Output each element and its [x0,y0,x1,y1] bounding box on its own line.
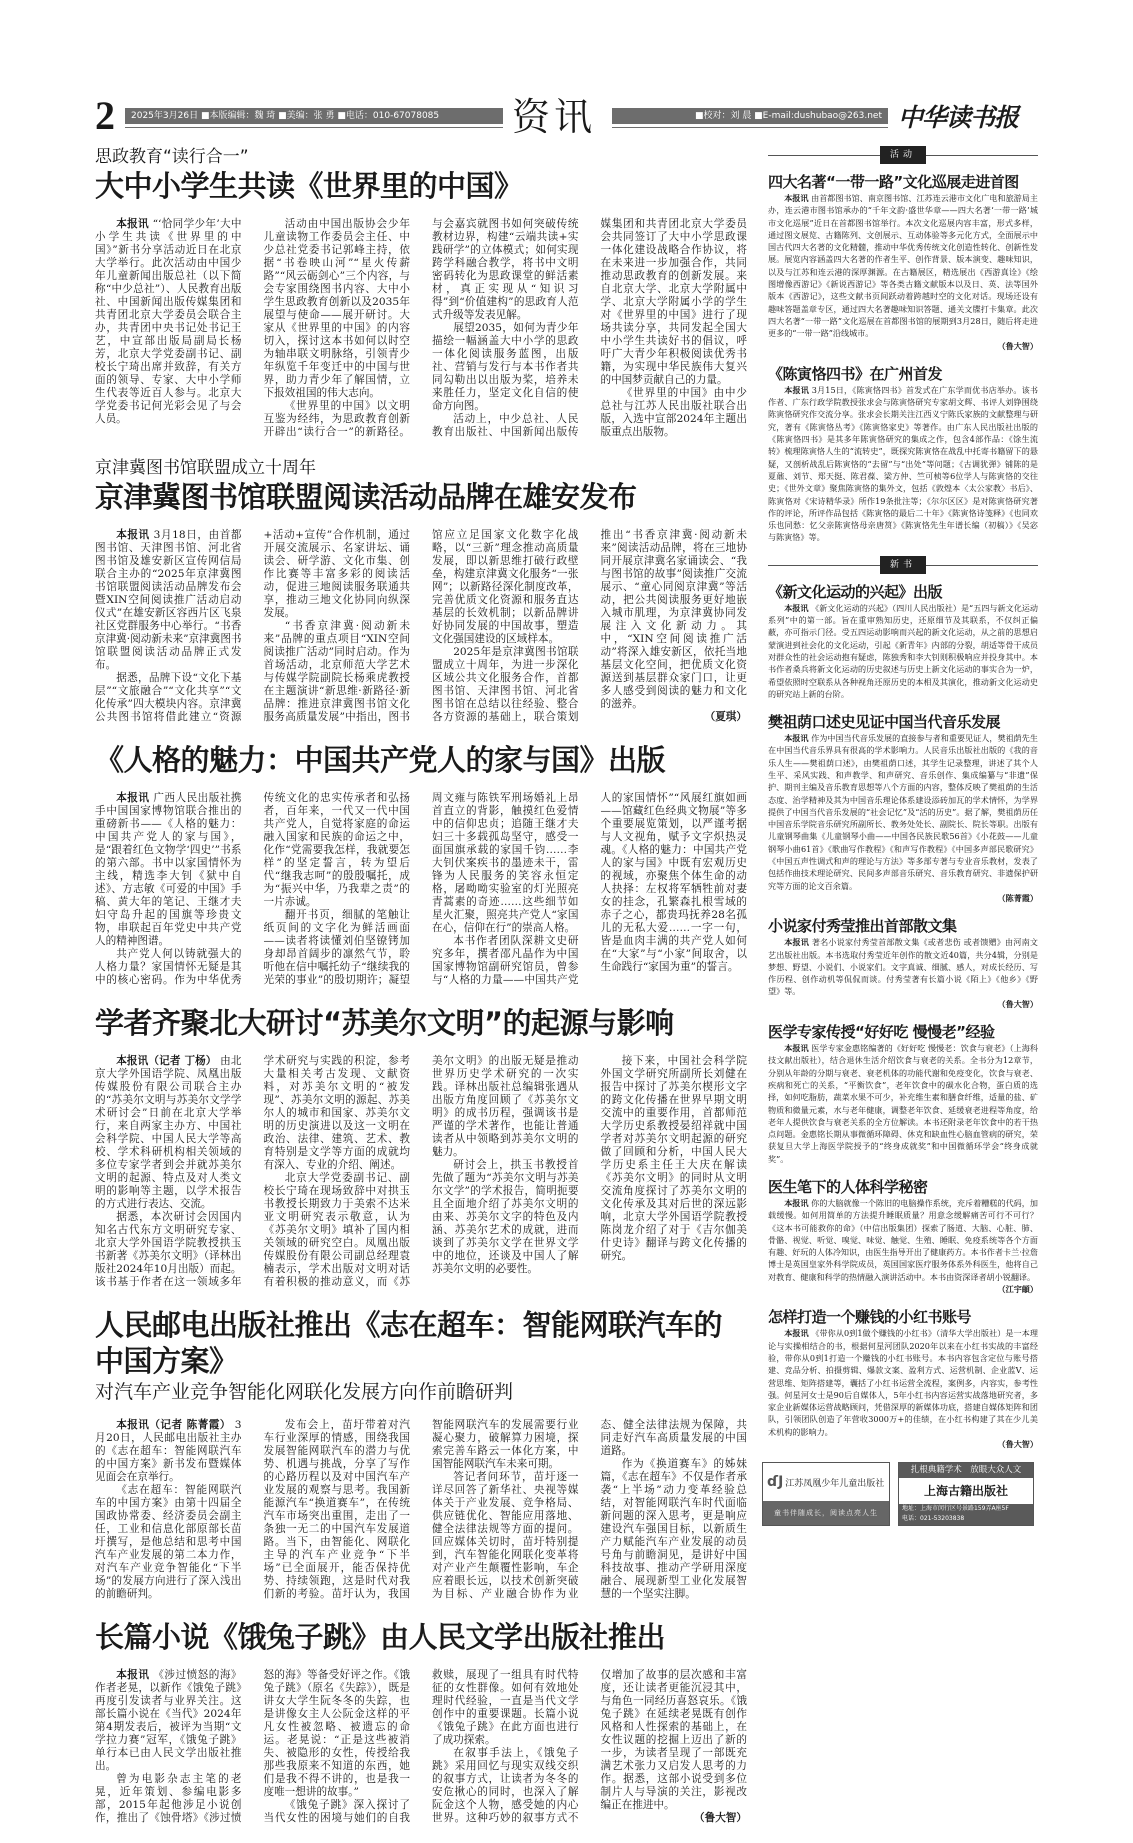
side-article-title: 樊祖荫口述史见证中国当代音乐发展 [768,713,1001,732]
side-article [768,172,1038,352]
side-article-body [768,936,1038,1010]
ad-phone: 电话：021-53203838 [902,1515,965,1523]
header-info-right: ■校对：刘 晨 ■E-mail:dushubao@263.net [612,108,888,124]
banner-label: 新书 [880,556,926,574]
paragraph-text: 由首都图书馆、南京图书馆、江苏连云港市文化广电和旅游局主办，连云港市图书馆承办的“千年文韵·盛世华章——四大名著‘一带一路’城市文化巡展”近日在首都图书馆举行。本次文化巡展内容丰富，形式多样，通过图文展览、古籍陈列、文创展示、互动体验等多元化方式，全面展示中国古代四大名著的文化精髓，推动中华优秀传统文化创造性转化、创新性发展。展览内容涵盖四大名著的作者生平、创作背景、版本演变、趣味知识，以及与江苏和连云港的深厚渊源。在古籍展区，精选展出《西游真诠》《绘图增像西游记》《新说西游记》等各类古籍文献版本以及日、英、法等国外版本《西游记》，这些文献书页间跃动着跨越时空的文化对话。现场还设有趣味答题盖章专区，通过四大名著趣味知识答题、通关文牒打卡集章。此次四大名著“一带一路”文化巡展在首都图书馆的展期到3月28日，随后将走进更多的“一带一路”沿线城市。 [768,193,1038,339]
section-title: 资讯 [512,95,597,139]
side-article-title: 怎样打造一个赚钱的小红书账号 [768,1308,972,1327]
article-title: 人民邮电出版社推出《志在超车：智能网联汽车的中国方案》 [95,1308,723,1378]
paragraph [95,1669,242,1773]
side-article [768,1307,1038,1450]
article [95,146,747,439]
ad-slogan: 扎根典籍学术 放眼大众人文 [910,1465,1022,1476]
article-body [95,1669,747,1825]
paragraph-text: 研讨会上，拱玉书教授首先做了题为“苏美尔文明与苏美尔文学”的学术报告，简明扼要且全面地介绍了苏美尔文明的由来、苏美尔文字的特色及内涵、苏美尔艺术的成就，进而谈到了苏美尔文学在世界文学中的地位，还谈及中国人了解苏美尔文明的必要性。 [432,1159,579,1275]
paragraph-text: 《世界里的中国》以文明互鉴为经纬，为思政教育创新开辟出“读行合一”的新路径。与会嘉宾就图书如何突破传统教材边界，构建“云端共读+实践研学”的立体模式；如何实现跨学科融合教学，将书中文明密码转化为思政课堂的鲜活素材，真正实现从“知识习得”到“价值建构”的思政育人范式升级等发表见解。 [263,218,579,438]
byline: （鲁大智） [997,1439,1038,1450]
dateline: 本报讯 [784,1043,809,1054]
paragraph-text: 3月20日，人民邮电出版社主办的《志在超车：智能网联汽车的中国方案》新书发布暨媒体见面会在京举行。 [95,1419,242,1483]
paragraph-text: 展望2035，如何为青少年描绘一幅涵盖大中小学的思政一体化阅读服务蓝图，出版社、营销与发行与本书作者共同勾勒出以出版为桨，培养未来胜任力，坚定文化自信的使命方向图。 [432,322,579,412]
paragraph [768,732,1038,892]
dateline: 本报讯 [116,1669,150,1681]
dateline: 本报讯 [784,937,810,948]
side-article-title: 小说家付秀莹推出首部散文集 [768,917,957,936]
article-kicker: 京津冀图书馆联盟成立十周年 [95,458,316,478]
side-article [768,916,1038,1010]
byline: （江宇頔） [997,1284,1038,1295]
article-body [95,529,747,724]
paragraph [95,1484,242,1601]
paragraph [768,1327,1038,1438]
paragraph-text: 《世界里的中国》由中少总社与江苏人民出版社联合出版，入选中宣部2024年主题出版重点出版物。 [600,387,747,438]
article-title: 大中小学生共读《世界里的中国》 [95,169,523,203]
paragraph-text: “‘恰同学少年’大中小学生共读《世界里的中国》”新书分享活动近日在北京大学举行。此次活动由中国少年儿童新闻出版总社（以下简称“中少总社”）、人民教育出版社、中国新闻出版传媒集团和共青团北京大学委员会联合主办，共青团中央书记处书记王艺，中宣部出版局副局长杨芳，北京大学党委副书记、副校长宁琦出席并致辞，有关方面的领导、专家、大中小学师生代表等近百人参与。北京大学党委书记何光彩会见了与会人员。 [95,218,242,425]
ad-publisher: 江苏凤凰少年儿童出版社 [785,1479,885,1490]
side-article-body [768,602,1038,700]
side-article-title: 医生笔下的人体科学秘密 [768,1178,928,1196]
paragraph-text: 《带你从0到1做个赚钱的小红书》（清华大学出版社）是一本理论与实操相结合的书，根据何星河团队2020年以来在小红书实战的丰富经验，带你从0到1打造一个赚钱的小红书账号。本书内容包含定位与账号搭建、竞品分析、拍摄剪辑、爆款文案、盈利方式、运营机制、企业蓝V、运营思维、矩阵搭建等，囊括了小红书运营全流程，案例多，内容实，参考性强。何星河女士是90后自媒体人，5年小红书内容运营实战落地研究者，多家企业新媒体运营战略顾问，凭借深厚的新媒体功底，搭建自媒体矩阵和团队，引领团队创造了年营收3000万+的佳绩，在小红书构建了其在少儿美术机构的影响力。 [768,1328,1038,1437]
paragraph [601,1055,748,1263]
banner-activity [768,146,1038,164]
paragraph-text: 本书作者团队深耕文史研究多年，撰者邵凡晶作为中国国家博物馆副研究馆员，曾参与“人格的力量——中国共产党人的家国情怀”“风展红旗如画——馆藏红色经典文物展”等多个重要展览策划，以严谨考据与人文视角，赋予文字炽热灵魂。《人格的魅力：中国共产党人的家与国》中既有宏观历史的视域，亦聚焦个体生命的动人抉择：左权将军牺牲前对妻女的挂念，孔繁森扎根雪域的赤子之心，都贵玛抚养28名孤儿的无私大爱……一字一句，皆是血肉丰满的共产党人如何在“大家”与“小家”间取舍，以生命践行“家国为重”的誓言。 [432,792,747,986]
article-body [95,218,747,439]
main-articles [95,146,747,1843]
ad-publisher: 上海古籍出版社 [899,1478,1033,1504]
side-article-body [768,1327,1038,1450]
paragraph [601,1458,748,1601]
paragraph-text: 著名小说家付秀莹首部散文集《或者悲伤 或者馈赠》由河南文艺出版社出版。本书选取付秀莹近年创作的散文近40篇，共分4辑，分别是梦想、野望、小说们、小说家们。文字真诚、细腻、感人，对成长经历、写作历程、创作动机等侃侃而谈。付秀莹著有长篇小说《陌上》《他乡》《野望》等。 [768,937,1038,997]
dateline: 本报讯 [116,792,150,804]
paragraph-text: 答记者问环节，苗圩逐一详尽回答了新华社、央视等媒体关于产业发展、竞争格局、供应链优化、智能应用落地、健全法律法规等方面的提问。回应媒体关切时，苗圩特别提到，汽车智能化网联化变革将对产业产生颠覆性影响，车企应着眼长远，以技术创新突破为目标、产业融合协作为业态、健全法律法规为保障，共同走好汽车高质量发展的中国道路。 [432,1419,747,1600]
paragraph-text: 广西人民出版社携手中国国家博物馆联合推出的重磅新书——《人格的魅力：中国共产党人的家与国》，是“跟着红色文物学‘四史’”书系的第六部。书中以家国情怀为主线，精选李大钊《狱中自述》、方志敏《可爱的中国》手稿、黄大年的笔记、王继才夫妇守岛升起的国旗等珍贵文物，串联起百年党史中共产党人的精神图谱。 [95,792,242,947]
article [95,742,747,987]
paragraph [95,529,242,672]
side-article [768,582,1038,700]
paragraph-text: 医学专家金惠铭编著的《好好吃 慢慢老：饮食与衰老》（上海科技文献出版社），结合退休生活介绍饮食与衰老的关系。全书分为12章节，分别从年龄的分期与衰老、衰老机体的功能代谢和免疫变化，饮食与衰老、疾病和死亡的关系，“平衡饮食”，老年饮食中的碳水化合物，蛋白质的选择，如何吃脂肪，蔬菜水果不可少，补充维生素和膳食纤维，适量的盐、矿物质和微量元素，水与老年健康，调整老年饮食、延缓衰老进程等角度，给老年人提供饮食与衰老关系的全方位解读。本书还附录老年饮食中的若干热点问题。金惠铭长期从事微循环障碍、休克和缺血性心脑血管病的研究，荣获复旦大学上海医学院授予的“终身成就奖”和中国微循环学会“终身成就奖”。 [768,1043,1038,1164]
paragraph-text: 活动上，中少总社、人民教育出版社、中国新闻出版传媒集团和共青团北京大学委员会共同签订了大中小学思政课一体化建设战略合作协议，将在未来进一步加强合作，共同推动思政教育的创新发展。来自北京大学、北京大学附属中学、北京大学附属小学的学生对《世界里的中国》进行了现场共读分享，共同发起全国大中小学生共读好书的倡议，呼吁广大青少年积极阅读优秀书籍，为实现中华民族伟大复兴的中国梦贡献自己的力量。 [432,218,747,438]
dateline: 本报讯 [784,384,809,395]
newspaper-logo: 中华读书报 [898,103,1019,132]
side-article-title: 四大名著“一带一路”文化巡展走进首图 [768,173,1019,191]
paragraph-text: 接下来，中国社会科学院外国文学研究所副所长刘健在报告中探讨了苏美尔楔形文字的跨文化传播在世界早期文明交流中的重要作用，首都师范大学历史系教授晏绍祥就中国学者对苏美尔文明起源的研究做了回顾和分析，中国人民大学历史系主任王大庆在解读《苏美尔文明》的同时从文明交流角度探讨了苏美尔文明的文化传承及其对后世的深远影响，北京大学外国语学院教授陈岗龙介绍了对于《吉尔伽美什史诗》翻译与跨文化传播的研究。 [600,1055,747,1262]
divider [125,127,503,128]
side-article-title: 《新文化运动的兴起》出版 [768,582,943,601]
paragraph-text: 据悉，本次研讨会因国内知名古代东方文明研究专家、北京大学外国语学院教授拱玉书新著《苏美尔文明》（译林出版社2024年10月出版）而起。该书基于作者在这一领域多年学术研究与实践的积淀，参考大量相关考古发现、文献资料，对苏美尔文明的“被发现”、苏美尔文明的源起、苏美尔人的城市和国家、苏美尔文明的历史演进以及这一文明在政治、法律、建筑、艺术、教育特别是文学等方面的成就均有深入、专业的介绍、阐述。 [95,1055,410,1288]
side-article [768,1022,1038,1165]
paragraph-text: 北京大学党委副书记、副校长宁琦在现场致辞中对拱玉书教授长期致力于美索不达米亚文明研究表示敬意，认为《苏美尔文明》填补了国内相关领域的研究空白。凤凰出版传媒股份有限公司副总经理袁楠表示，学术出版对文明对话有着积极的推动意义，而《苏美尔文明》的出版无疑是推动世界历史学术研究的一次实践。译林出版社总编辑张遇从出版方角度回顾了《苏美尔文明》的成书历程，强调该书是严谨的学术著作，也能让普通读者从中领略到苏美尔文明的魅力。 [263,1055,579,1288]
article-body [95,792,747,987]
paragraph [264,218,411,400]
paragraph-text: 2025年是京津冀图书馆联盟成立十周年，为进一步深化区域公共文化服务合作，首都图书馆、天津图书馆、河北省图书馆在总结以往经验、整合各方资源的基础上，联合策划推出“书香京津冀·阅动新未来”阅读活动品牌，将在三地协同开展京津冀名家诵读会、“我与图书馆的故事”阅读推广交流展示、“童心同阅京津冀”等活动，把公共阅读服务更好地嵌入城市肌理，为京津冀协同发展注入文化新动力。其中，“XIN空间阅读推广活动”将深入雄安新区，依托当地基层文化空间，把优质文化资源送到基层群众家门口，让更多人感受到阅读的魅力和文化的滋养。 [432,529,747,723]
byline: （陈菁霞） [997,892,1038,903]
banner-new-books [768,556,1038,574]
side-article-title: 医学专家传授“好好吃 慢慢老”经验 [768,1023,995,1042]
dateline: 本报讯（记者 陈菁霞） [116,1419,231,1431]
paragraph-text: 活动由中国出版协会少年儿童读物工作委员会主任、中少总社党委书记郭峰主持，依据“书卷映山河”“星火传薪路”“风云砺剑心”三个内容，与会专家围绕图书内容、大中小学生思政教育创新以及2035年展望与使命——展开研讨。大家从《世界里的中国》的内容切入，探讨这本书如何以时空为轴串联文明脉络，引领青少年纵览千年变迁中的中国与世界，助力青少年了解国情，立下报效祖国的伟大志向。 [263,218,410,399]
paragraph [768,1042,1038,1165]
article-title: 京津冀图书馆联盟阅读活动品牌在雄安发布 [95,480,637,514]
paragraph-text: 《涉过愤怒的海》作者老晃，以新作《饿兔子跳》再度引发读者与业界关注。这部长篇小说在《当代》2024年第4期发表后，被评为当期“文学拉力赛”冠军，《饿兔子跳》单行本已由人民文学出版社推出。 [95,1669,242,1772]
byline: （鲁大智） [694,1812,747,1824]
dateline: 本报讯 [784,1328,809,1339]
article [95,1619,747,1825]
side-article-body [768,192,1038,352]
side-article-body [768,732,1038,904]
ad-address: 地址：上海市闵行区号景路159弄A座5F [902,1505,1009,1513]
side-article-body [768,384,1038,544]
side-article-body [768,1197,1038,1295]
paragraph [768,602,1038,700]
header-info-left: 2025年3月26日 ■本版编辑：魏 琦 ■美编：张 勇 ■电话：010-67078085 [125,108,503,124]
article [95,1005,747,1289]
paragraph [95,1055,242,1211]
dateline: 本报讯 [116,529,150,541]
byline: （鲁大智） [997,998,1038,1009]
paragraph-text: 《新文化运动的兴起》（四川人民出版社）是“五四与新文化运动系列”中的第一部。旨在重审熟知历史，还原细节及其联系，不仅纠正偏蔽，亦可指示门径。受五四运动影响而兴起的新文化运动，从之前的思想启蒙演进到社会化的文化运动，引起《新青年》内部的分裂，胡适等骨干成员对群众性的社会运动抱有疑虑，陈独秀和李大钊则积极响应并投身其中。本书作者桑兵将新文化运动的历史叙述与历史上新文化运动的事实合为一炉，希望依照时空联系从各种视角还原历史的本相及其演化，推动新文化运动史的研究站上新的台阶。 [768,602,1039,699]
byline: （鲁大智） [997,340,1038,351]
dateline: 本报讯 [784,193,809,203]
paragraph [95,792,242,948]
paragraph-text: 在叙事手法上，《饿兔子跳》采用回忆与现实双线交织的叙事方式，让读者为冬冬的安危揪心的同时，也深入了解阮金这个人物，感受她的内心世界。这种巧妙的叙事方式不仅增加了故事的层次感和丰富度，还让读者更能沉浸其中，与角色一同经历喜怒哀乐。《饿兔子跳》在延续老晃既有创作风格和人性探索的基础上，在女性议题的挖掘上迈出了新的一步，为读者呈现了一部既充满艺术张力又启发人思考的力作。据悉，这部小说受到多位制片人与导演的关注，影视改编正在推进中。 [432,1669,747,1824]
dateline: 本报讯 [116,218,149,230]
article-body [95,1419,747,1601]
ad-jiangsu-phoenix-children [762,1462,890,1526]
paragraph-text: 共产党人何以铸就强大的人格力量？家国情怀无疑是其中的核心密码。作为中华优秀传统文化的忠实传承者和弘扬者，百年来，一代又一代中国共产党人，自觉将家庭的命运融入国家和民族的命运之中，化作“党需要我怎样，我就要怎样”的坚定誓言，转为望后代“继我志呵”的殷殷嘱托，成为“振兴中华，乃我辈之责”的一片赤诚。 [95,792,410,986]
paragraph-text: 翻开书页，细腻的笔触让纸页间的文字化为鲜活画面——读者将读懂刘伯坚镣铐加身却昂首阔步的凛然气节，聆听他在信中嘱托幼子“继续我的光荣的事业”的殷切期许；凝望周文雍与陈铁军刑场婚礼上昂首直立的背影，触摸红色爱情中的信仰忠贞；追随王继才夫妇三十多载孤岛坚守，感受一面国旗承载的家国千钧……李大钊伏案疾书的墨迹未干，雷锋为人民服务的笑容永恒定格，屠呦呦实验室的灯光照亮青蒿素的奇迹……这些细节如星火汇聚，照亮共产党人“家国在心，信仰在行”的崇高人格。 [263,792,579,986]
paragraph-text: 由北京大学外国语学院、凤凰出版传媒股份有限公司联合主办的“苏美尔文明与苏美尔文学学术研讨会”日前在北京大学举行，来自两家主办方、中国社会科学院、中国人民大学等高校、学术科研机构相关领域的多位专家学者到会并就苏美尔文明的起源、特点及对人类文明的影响等主题，以学术报告的方式进行表达、交流。 [95,1055,242,1210]
ad-shanghai-classics [898,1462,1034,1526]
paragraph-text: 作为《换道赛车》的姊妹篇，《志在超车》不仅是作者承袭“上半场”动力变革经验总结，对智能网联汽车时代面临新问题的深入思考，更是响应建设汽车强国目标，以新质生产力赋能汽车产业发展的动员号角与前瞻洞见，是讲好中国科技故事、推动产学研用深度融合、展现新型工业化发展智慧的一个坚实注脚。 [600,1458,747,1600]
paragraph-text: 曾为电影杂志主笔的老晃，近年策划、参编电影多部，2015年起他涉足小说创作，推出了《蚀骨塔》《涉过愤怒的海》等备受好评之作。《饿兔子跳》（原名《失踪》），既是讲女大学生阮冬冬的失踪，也是讲像女主人公阮金这样的平凡女性被忽略、被遗忘的命运。老晃说：“正是这些被消失、被隐形的女性，传授给我那些我原来不知道的东西，她们是我不得不讲的，也是我一度唯一想讲的故事。” [95,1669,410,1824]
article-body [95,1055,747,1289]
paragraph-text: 3月15日，《陈寅恪四书》首发式在广东学而优书店举办。该书作者、广东行政学院教授张求会与陈寅恪研究专家胡文辉、书评人刘铮围绕陈寅恪研究作交流分享。张求会长期关注江西义宁陈氏家族的文献整理与研究，著有《陈寅恪丛考》《陈寅恪家史》等著作。由广东人民出版社出版的《陈寅恪四书》是其多年陈寅恪研究的集成之作，包含4部作品：《馀生流转》梳理陈寅恪人生的“流转史”，既探究陈寅恪在战乱中托寄书籍留下的悬疑，又剖析战乱后陈寅恪的“去留”与“出处”等问题；《古调犹弹》铺陈的是夏鼐、刘节、郑天挺、陈君葆、梁方仲、竺可桢等6位学人与陈寅恪的交往史；《世外文章》聚焦陈寅恪的集外文，包括《敦煌本〈太公家教〉书后》、陈寅恪对《宋诗精华录》所作19条批注等；《尔尔区区》是对陈寅恪研究著作的评论，所评作品包括《陈寅恪的最后二十年》《陈寅恪诗笺释》《也同欢乐也同愁：忆父亲陈寅恪母亲唐筼》《陈寅恪先生年谱长编（初稿）》《吴宓与陈寅恪》等。 [768,384,1038,543]
paragraph [432,322,579,413]
dateline: 本报讯 [784,602,809,613]
banner-label: 活动 [880,146,926,164]
dateline: 本报讯 [784,733,809,744]
paragraph [768,936,1038,997]
article-title: 长篇小说《饿兔子跳》由人民文学出版社推出 [95,1620,666,1654]
paragraph [768,384,1038,544]
paragraph-text: 《志在超车：智能网联汽车的中国方案》由第十四届全国政协常委、经济委员会副主任，工业和信息化部原部长苗圩撰写，是他总结和思考中国汽车产业发展的第二本力作，对汽车产业竞争智能化“下半场”的发展方向进行了深入浅出的前瞻研判。 [95,1484,242,1600]
ads [762,1462,1038,1528]
page-number: 2 [95,93,115,138]
paragraph [95,218,242,426]
paragraph [768,1197,1038,1283]
paragraph-text: “书香京津冀·阅动新未来”品牌的重点项目“XIN空间阅读推广活动”同时启动。作为首场活动，北京师范大学艺术与传媒学院副院长杨乘虎教授在主题演讲“新思维·新路径·新品牌：推进京津冀图书馆文化服务高质量发展”中指出，图书馆应立足国家文化数字化战略，以“三新”理念推动高质量发展，即以新思维打破行政壁垒，构建京津冀文化服务“一张网”；以新路径深化制度改革，完善优质文化资源和服务直达基层的长效机制；以新品牌讲好协同发展的中国故事，塑造文化强国建设的区域样本。 [263,529,579,723]
side-article-title: 《陈寅恪四书》在广州首发 [768,364,943,383]
side-article [768,364,1038,544]
side-articles [768,146,1038,1528]
paragraph-text: 发布会上，苗圩带着对汽车行业深厚的情感，围绕我国发展智能网联汽车的潜力与优势、机遇与挑战，分享了写作的心路历程以及对中国汽车产业发展的观察与思考。我国新能源汽车“换道赛车”，在传统汽车市场突出重围，走出了一条独一无二的中国汽车发展道路。当下，由智能化、网联化主导的汽车产业竞争“下半场”已全面展开，能否保持优势、持续领跑，这是时代对我们新的考验。苗圩认为，我国智能网联汽车的发展需要行业凝心聚力，破解算力困境，探索完善车路云一体化方案，中国智能网联汽车未来可期。 [263,1419,579,1600]
paragraph-text: 3月18日，由首都图书馆、天津图书馆、河北省图书馆及雄安新区宣传网信局联合主办的“2025年京津冀图书馆联盟阅读活动品牌发布会暨XIN空间阅读推广活动启动仪式”在雄安新区容西片区飞泉社区党群服务中心举行。“书香京津冀·阅动新未来”京津冀图书馆联盟阅读活动品牌正式发布。 [95,529,242,671]
paragraph-text: 你的大脑就像一个陈旧的电脑操作系统，充斥着糟糕的代码，加载缓慢。如何用简单的方法提升睡眠质量？用意念缓解痛苦可行不可行？《这本书可能救你的命》（中信出版集团）探索了肠道、大脑、心脏、肺、骨骼、视觉、听觉、嗅觉、味觉、触觉、生殖、睡眠、免疫系统等各个方面有趣、好玩的人体冷知识，由医生指导开出了健康药方。本书作者卡兰·拉詹博士是英国皇家外科学院成员，英国国家医疗服务体系外科医生，他将自己对教育、健康和科学的热情融入演讲活动中。本书由资深译者胡小锐翻译。 [768,1198,1038,1282]
side-article-body [768,1042,1038,1165]
publisher-logo-icon: ɗJ [767,1474,784,1491]
paragraph-text: 作为中国当代音乐发展的直接参与者和重要见证人，樊祖荫先生在中国当代音乐界具有很高的学术影响力。人民音乐出版社出版的《我的音乐人生——樊祖荫口述》，由樊祖荫口述，其学生记录整理，讲述了其个人生平、采风实践、和声教学、和声研究、音乐创作、集成编纂与“非遗”保护、期刊主编及音乐教育思想等八个方面的内容，整体反映了樊祖荫的生活态度、治学精神及其为中国音乐理论体系建设添砖加瓦的学术情怀，为学界提供了中国当代音乐发展的“社会记忆”及“活的历史”。据了解，樊祖荫历任中国音乐学院音乐研究所副所长、教务处处长、副院长、院长等职。出版有儿童钢琴曲集《儿童钢琴小曲——中国各民族民歌56首》《小花鼓——儿童钢琴小曲61首》《歌曲写作教程》《和声写作教程》《中国多声部民歌研究》《中国五声性调式和声的理论与方法》等多部专著与专业音乐教材，发表了包括作曲技术理论研究、民间多声部音乐研究、音乐教育研究、非遗保护研究等方面的论文百余篇。 [768,733,1038,891]
side-article [768,1177,1038,1295]
paragraph [601,387,748,439]
paragraph-text: 《饿兔子跳》深入探讨了当代女性的困境与她们的自我救赎，展现了一组具有时代特征的女性群像。如何有效地处理时代经验，一直是当代文学创作中的重要课题。长篇小说《饿兔子跳》在此方面也进行了成功探索。 [263,1669,579,1824]
side-article [768,712,1038,904]
article-kicker: 思政教育“读行合一” [95,147,249,167]
byline: （夏琪） [704,711,747,723]
paragraph [432,1159,579,1276]
article-title: 《人格的魅力：中国共产党人的家与国》出版 [95,743,666,777]
divider [612,127,888,128]
article-title: 学者齐聚北大研讨“苏美尔文明”的起源与影响 [95,1006,674,1040]
dateline: 本报讯 [784,1198,809,1208]
paragraph-text: 据悉，品牌下设“文化下基层”“文旅融合”“文化共享”“文化传承”四大模块内容。京津冀公共图书馆将借此建立“资源+活动+宣传”合作机制，通过开展交流展示、名家讲坛、诵读会、研学游、文化市集、创作比赛等丰富多彩的阅读活动，促进三地阅读服务联通共享，推动三地文化协同向纵深发展。 [95,529,410,723]
dateline: 本报讯（记者 丁杨） [116,1055,217,1067]
paragraph [768,192,1038,340]
paragraph [95,1419,242,1484]
ad-tagline: 童书伴随成长，阅读点亮人生 [763,1501,889,1525]
article [95,457,747,724]
article-subtitle: 对汽车产业竞争智能化网联化发展方向作前瞻研判 [95,1381,514,1403]
article [95,1307,747,1601]
